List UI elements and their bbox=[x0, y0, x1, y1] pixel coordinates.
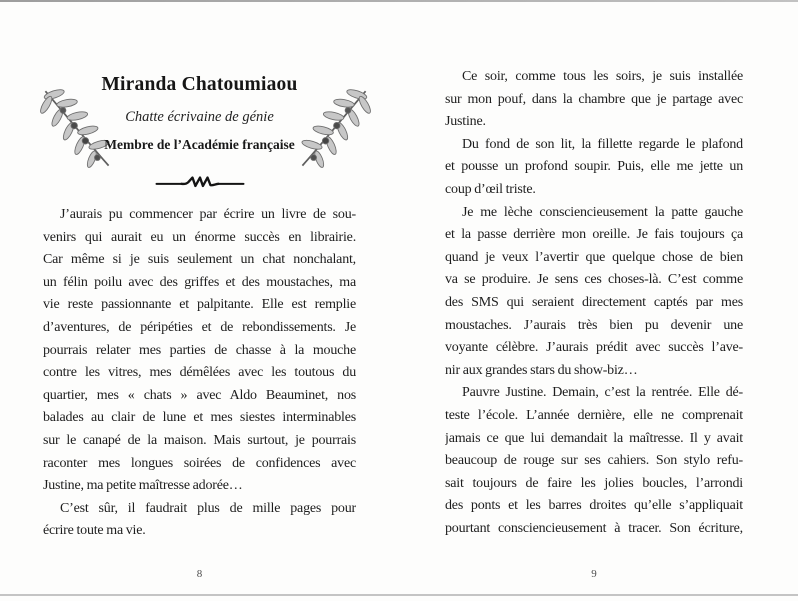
text-line: beaucoup de rouge sur ses cahiers. Son stylo refu- bbox=[445, 453, 743, 469]
rope-twist-divider-icon bbox=[154, 173, 246, 193]
left-page-body bbox=[43, 204, 356, 543]
text-line: Justine, ma petite maîtresse adorée… bbox=[43, 478, 243, 494]
author-affiliation: Membre de l’Académie française bbox=[104, 137, 295, 152]
text-line: nir aux grandes stars du show-biz… bbox=[445, 362, 638, 378]
text-line: raconter mes longues soirées de confidences avec bbox=[43, 455, 356, 471]
text-line: vie reste passionnante et palpitante. Elle est remplie bbox=[43, 297, 356, 313]
text-line: jamais ce que lui demandait la maîtresse. Il y avait bbox=[445, 430, 743, 446]
text-line: Du fond de son lit, la fillette regarde le plafond bbox=[462, 136, 743, 152]
page-number-left: 8 bbox=[196, 568, 203, 580]
right-page-body bbox=[445, 66, 743, 540]
author-subtitle: Chatte écrivaine de génie bbox=[125, 109, 274, 125]
text-line: sur mon pouf, dans la chambre que je partage avec bbox=[445, 91, 743, 107]
text-line: des SMS qui seraient directement captés par mes bbox=[445, 294, 743, 310]
text-line: moustaches. J’aurais très bien pu devenir une bbox=[445, 317, 743, 333]
bottom-edge-rule bbox=[0, 594, 798, 596]
text-line: écrire toute ma vie. bbox=[43, 523, 146, 539]
text-line: quartier, mes « chats » avec Aldo Beauminet, nos bbox=[43, 387, 356, 403]
text-line: sur le canapé de la maison. Mais surtout, je pourrais bbox=[43, 432, 356, 448]
text-line: contre les vitres, mes démêlées avec les toutous du bbox=[43, 365, 356, 381]
text-line: Ce soir, comme tous les soirs, je suis installée bbox=[462, 69, 743, 84]
text-line: pourtant consciencieusement à tracer. Son écriture, bbox=[445, 520, 743, 536]
text-line: un félin poilu avec des griffes et des moustaches, ma bbox=[43, 274, 356, 290]
text-line: d’aventures, de péripéties et de rebondissements. Je bbox=[43, 319, 356, 335]
text-line: Car même si je suis seulement un chat nonchalant, bbox=[43, 252, 356, 268]
text-line: Je me lèche consciencieusement la patte gauche bbox=[462, 204, 743, 220]
text-line: C’est sûr, il faudrait plus de mille pages pour bbox=[60, 500, 356, 516]
olive-branch-icon bbox=[296, 82, 376, 174]
text-line: va se produire. Je sens ces choses-là. C’est comme bbox=[445, 272, 743, 288]
text-line: balades au clair de lune et mes siestes interminables bbox=[43, 410, 356, 426]
text-line: teste l’école. L’année dernière, elle ne comprenait bbox=[445, 407, 743, 423]
text-line: coup d’œil triste. bbox=[445, 181, 536, 197]
right-page bbox=[445, 0, 743, 601]
text-line: Pauvre Justine. Demain, c’est la rentrée. Elle dé- bbox=[462, 385, 743, 401]
text-line: et la passe derrière mon oreille. Je fais toujours ça bbox=[445, 227, 743, 243]
text-line: des ponts et les barres droites qu’elle s’appliquait bbox=[445, 498, 743, 514]
author-title: Miranda Chatoumiaou bbox=[101, 74, 298, 95]
text-line: J’aurais pu commencer par écrire un livre de sou- bbox=[60, 207, 356, 222]
text-line: sait toujours de faire les jolies boucles, l’arrondi bbox=[445, 475, 743, 491]
text-line: voyante célèbre. J’aurais prédit avec succès l’ave- bbox=[445, 340, 743, 356]
text-line: et pousse un profond soupir. Puis, elle me jette un bbox=[445, 159, 743, 175]
text-line: Justine. bbox=[445, 114, 486, 130]
text-line: pourrais relater mes parties de chasse à la mouche bbox=[43, 342, 356, 358]
text-line: quand je veux l’avertir que quelque chose de bien bbox=[445, 249, 743, 265]
text-line: venirs qui aurait eu un énorme succès en librairie. bbox=[43, 229, 356, 245]
left-page bbox=[43, 0, 356, 601]
page-number-right: 9 bbox=[591, 568, 597, 580]
